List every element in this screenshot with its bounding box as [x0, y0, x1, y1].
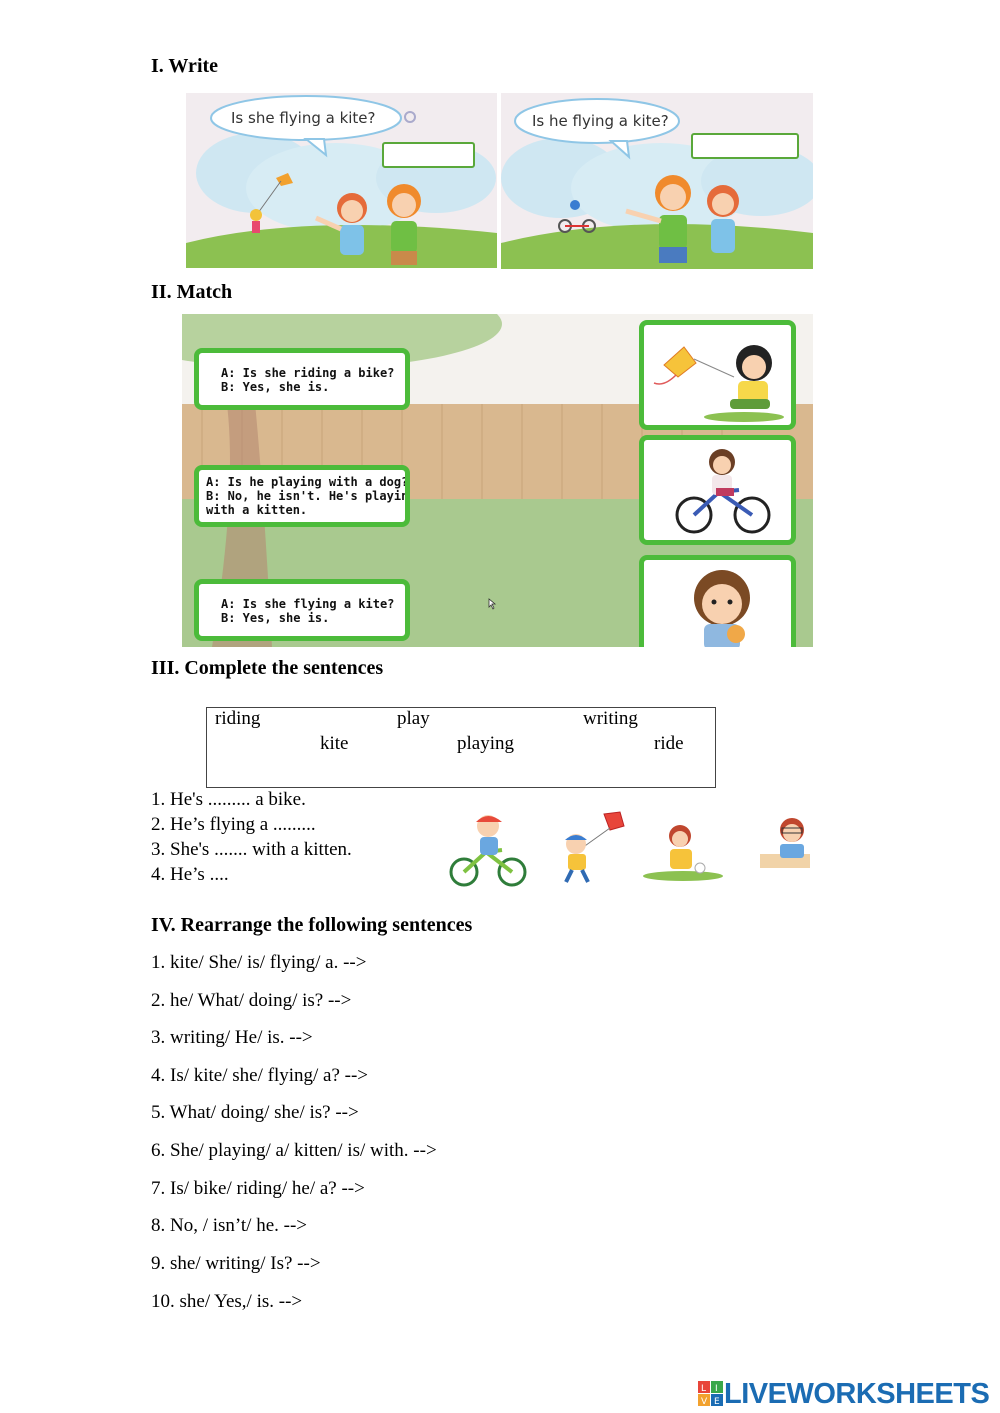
kitten-icon: [727, 625, 745, 643]
svg-text:V: V: [701, 1397, 708, 1407]
write-answer-field-1[interactable]: [382, 142, 475, 168]
match-picture-card-kite[interactable]: [639, 320, 796, 430]
boy-riding-bike-image: [444, 812, 534, 888]
svg-text:E: E: [714, 1397, 720, 1407]
word-bank-word-ride: ride: [654, 733, 684, 754]
rearrange-item-6[interactable]: 6. She/ playing/ a/ kitten/ is/ with. -->: [151, 1140, 437, 1161]
match-dialogue-card-3[interactable]: [194, 579, 410, 641]
rearrange-item-7[interactable]: 7. Is/ bike/ riding/ he/ a? -->: [151, 1178, 365, 1199]
word-bank-word-play: play: [397, 708, 430, 729]
match-dialogue-card-1[interactable]: [194, 348, 410, 410]
girl-playing-with-kitten-image: [640, 822, 726, 882]
section-complete-heading: III. Complete the sentences: [151, 657, 384, 679]
complete-sentence-4[interactable]: 4. He’s ....: [151, 864, 229, 885]
rearrange-item-3[interactable]: 3. writing/ He/ is. -->: [151, 1027, 313, 1048]
rearrange-item-10[interactable]: 10. she/ Yes,/ is. -->: [151, 1291, 303, 1312]
svg-text:I: I: [715, 1384, 718, 1394]
rearrange-item-8[interactable]: 8. No, / isn’t/ he. -->: [151, 1215, 308, 1236]
write-question-2: Is he flying a kite?: [532, 112, 669, 130]
rearrange-item-5[interactable]: 5. What/ doing/ she/ is? -->: [151, 1102, 359, 1123]
rearrange-item-4[interactable]: 4. Is/ kite/ she/ flying/ a? -->: [151, 1065, 369, 1086]
scene-girl-kite-illustration: [186, 93, 497, 268]
write-answer-field-2[interactable]: [691, 133, 799, 159]
match-picture-card-bike[interactable]: [639, 435, 796, 545]
card-2-line-1: A: Is he playing with a dog?: [206, 475, 405, 489]
card-1-line-1: A: Is she riding a bike?: [221, 366, 395, 380]
boy-flying-kite-image: [554, 808, 632, 886]
write-panel-1: [186, 93, 497, 268]
rearrange-item-1[interactable]: 1. kite/ She/ is/ flying/ a. -->: [151, 952, 367, 973]
section-match-heading: II. Match: [151, 281, 233, 303]
card-1-line-2: B: Yes, she is.: [221, 380, 330, 394]
svg-text:L: L: [701, 1384, 707, 1394]
rearrange-item-9[interactable]: 9. she/ writing/ Is? -->: [151, 1253, 321, 1274]
card-3-line-1: A: Is she flying a kite?: [221, 597, 395, 611]
liveworksheets-logo: [698, 1376, 989, 1412]
match-picture-card-kitten[interactable]: [639, 555, 796, 647]
word-bank-word-kite: kite: [320, 733, 349, 754]
hand-cursor-icon: [486, 598, 498, 610]
kite-icon: [664, 347, 696, 377]
logo-wordmark: LIVEWORKSHEETS: [724, 1377, 990, 1410]
logo-tiles-icon: [698, 1381, 724, 1407]
card-3-line-2: B: Yes, she is.: [221, 611, 330, 625]
rearrange-item-2[interactable]: 2. he/ What/ doing/ is? -->: [151, 990, 352, 1011]
section-rearrange-heading: IV. Rearrange the following sentences: [151, 914, 473, 936]
complete-sentence-2[interactable]: 2. He’s flying a .........: [151, 814, 316, 835]
write-question-1: Is she flying a kite?: [231, 109, 376, 127]
card-2-line-3: with a kitten.: [206, 503, 308, 517]
write-panel-2: [501, 93, 813, 269]
word-bank-word-playing: playing: [457, 733, 514, 754]
card-2-line-2: B: No, he isn't. He's playing: [206, 489, 405, 503]
boy-writing-image: [754, 814, 824, 878]
match-activity-scene: [182, 314, 813, 647]
complete-sentence-3[interactable]: 3. She's ....... with a kitten.: [151, 839, 352, 860]
word-bank-word-riding: riding: [215, 708, 261, 729]
complete-sentence-1[interactable]: 1. He's ......... a bike.: [151, 789, 306, 810]
word-bank-word-writing: writing: [583, 708, 638, 729]
scene-boy-bike-illustration: [501, 93, 813, 269]
section-write-heading: I. Write: [151, 55, 219, 77]
match-dialogue-card-2[interactable]: [194, 465, 410, 527]
